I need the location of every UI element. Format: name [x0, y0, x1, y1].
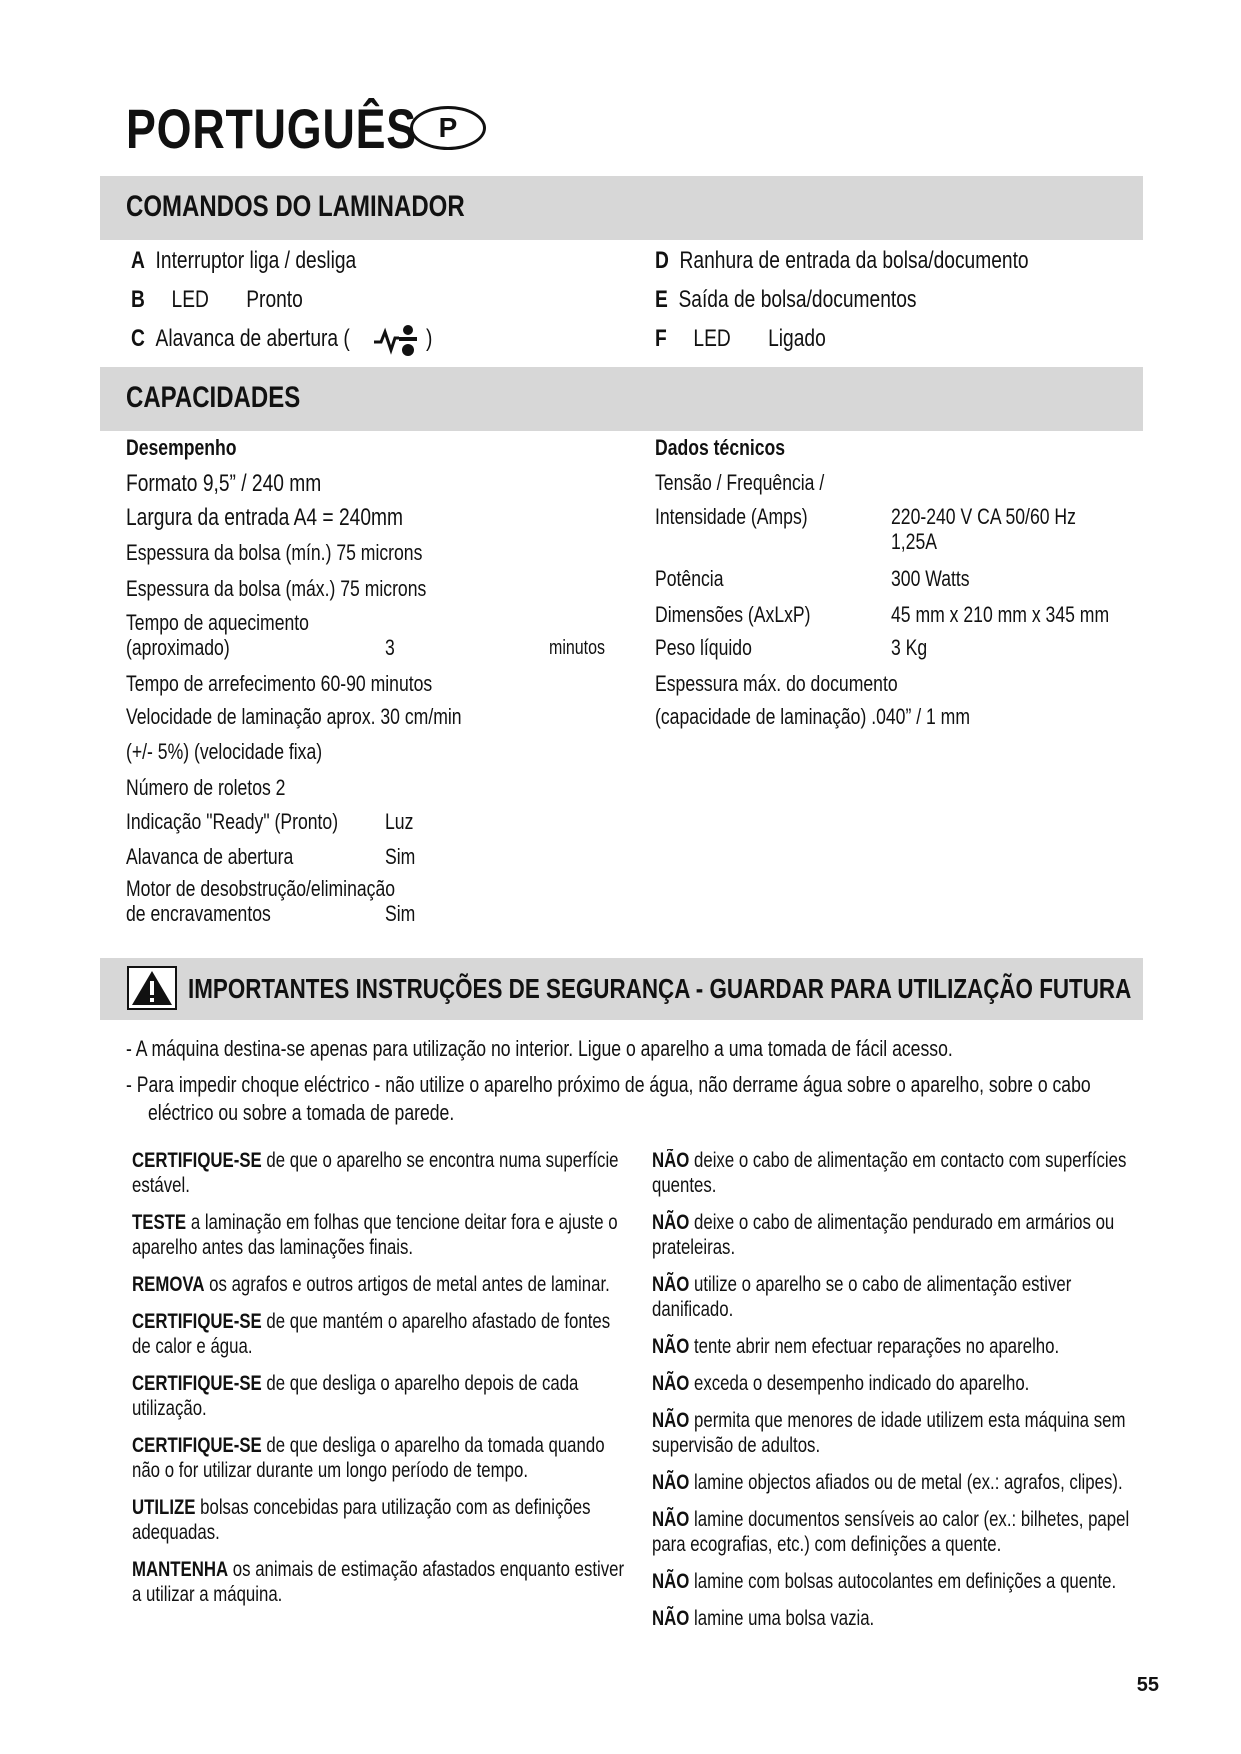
tech-dimensions-value: 45 mm x 210 mm x 345 mm	[891, 602, 1110, 627]
safety-dont-item: NÃO lamine uma bolsa vazia.	[652, 1607, 875, 1630]
spec-rollers: Número de roletos 2	[126, 775, 286, 800]
spec-speed: Velocidade de laminação aprox. 30 cm/min	[126, 704, 462, 729]
spec-cooldown: Tempo de arrefecimento 60-90 minutos	[126, 671, 433, 696]
spec-speed-note: (+/- 5%) (velocidade fixa)	[126, 739, 323, 764]
safety-dont-item: NÃO tente abrir nem efectuar reparações no aparelho.	[652, 1335, 1060, 1358]
control-d: D Ranhura de entrada da bolsa/documento	[655, 247, 1029, 274]
spec-ready-value: Luz	[385, 809, 414, 834]
tech-voltage-label: Tensão / Frequência /	[655, 470, 825, 495]
safety-dont-item: NÃO utilize o aparelho se o cabo de alimentação estiver danificado.	[652, 1273, 1072, 1321]
technical-label: Dados técnicos	[655, 435, 786, 460]
performance-label: Desempenho	[126, 435, 237, 460]
spec-jam-label: Motor de desobstrução/eliminação	[126, 876, 396, 901]
safety-dont-item: NÃO lamine objectos afiados ou de metal (ex.: agrafos, clipes).	[652, 1471, 1123, 1494]
tech-voltage-value: 220-240 V CA 50/60 Hz	[891, 504, 1076, 529]
spec-pouch-min: Espessura da bolsa (mín.) 75 microns	[126, 540, 423, 565]
control-b: B LED Pronto	[131, 286, 303, 313]
safety-do-item: UTILIZE bolsas concebidas para utilização com as definições adequadas.	[132, 1496, 591, 1544]
safety-do-item: CERTIFIQUE-SE de que desliga o aparelho da tomada quando não o for utilizar durante um longo período de tempo.	[132, 1434, 605, 1482]
spec-warmup-label: Tempo de aquecimento	[126, 610, 309, 635]
warning-icon	[127, 966, 177, 1010]
controls-header-band	[100, 176, 1143, 240]
page-title: PORTUGUÊS	[126, 97, 417, 160]
safety-bullet-1: - A máquina destina-se apenas para utilização no interior. Ligue o aparelho a uma tomada de fácil acesso.	[126, 1036, 953, 1061]
spec-warmup-value: 3	[385, 635, 395, 660]
safety-do-item: CERTIFIQUE-SE de que desliga o aparelho depois de cada utilização.	[132, 1372, 579, 1420]
controls-heading: COMANDOS DO LAMINADOR	[126, 190, 465, 223]
spec-warmup-unit: minutos	[549, 637, 606, 659]
safety-dont-item: NÃO deixe o cabo de alimentação em contacto com superfícies quentes.	[652, 1149, 1127, 1197]
safety-dont-list	[652, 1148, 1152, 1643]
safety-do-item: CERTIFIQUE-SE de que mantém o aparelho afastado de fontes de calor e água.	[132, 1310, 611, 1358]
control-c-close: )	[426, 325, 433, 352]
tech-power-value: 300 Watts	[891, 566, 970, 591]
safety-do-item: MANTENHA os animais de estimação afastados enquanto estiver a utilizar a máquina.	[132, 1558, 625, 1606]
control-e: E Saída de bolsa/documentos	[655, 286, 917, 313]
safety-bullet-2-cont: eléctrico ou sobre a tomada de parede.	[148, 1100, 455, 1125]
safety-dont-item: NÃO deixe o cabo de alimentação pendurado em armários ou prateleiras.	[652, 1211, 1115, 1259]
spec-entry-width: Largura da entrada A4 = 240mm	[126, 504, 403, 531]
spec-release-value: Sim	[385, 844, 416, 869]
capacities-header-band	[100, 367, 1143, 431]
tech-voltage-label-2: Intensidade (Amps)	[655, 504, 808, 529]
safety-dont-item: NÃO permita que menores de idade utilizem esta máquina sem supervisão de adultos.	[652, 1409, 1126, 1457]
safety-do-item: CERTIFIQUE-SE de que o aparelho se encontra numa superfície estável.	[132, 1149, 619, 1197]
spec-format: Formato 9,5” / 240 mm	[126, 470, 322, 497]
control-f: F LED Ligado	[655, 325, 826, 352]
safety-do-item: REMOVA os agrafos e outros artigos de metal antes de laminar.	[132, 1273, 610, 1296]
tech-doc-thickness-value: (capacidade de laminação) .040” / 1 mm	[655, 704, 971, 729]
safety-dont-item: NÃO lamine documentos sensíveis ao calor (ex.: bilhetes, papel para ecografias, etc.) com definições a quente.	[652, 1508, 1130, 1556]
page-number: 55	[1136, 1674, 1159, 1696]
spec-ready-label: Indicação "Ready" (Pronto)	[126, 809, 339, 834]
tech-amps-value: 1,25A	[891, 529, 937, 554]
safety-dont-item: NÃO lamine com bolsas autocolantes em definições a quente.	[652, 1570, 1117, 1593]
tech-weight-label: Peso líquido	[655, 635, 752, 660]
tech-power-label: Potência	[655, 566, 724, 591]
safety-header-band	[100, 958, 1143, 1020]
safety-dont-item: NÃO exceda o desempenho indicado do aparelho.	[652, 1372, 1030, 1395]
spec-jam-label-2: de encravamentos	[126, 901, 271, 926]
safety-bullet-2: - Para impedir choque eléctrico - não utilize o aparelho próximo de água, não derrame água sobre o aparelho, sobre o cabo	[126, 1072, 1091, 1097]
language-badge: P	[410, 106, 486, 150]
tech-doc-thickness-label: Espessura máx. do documento	[655, 671, 898, 696]
control-a: A Interruptor liga / desliga	[131, 247, 357, 274]
release-lever-icon	[372, 322, 418, 358]
spec-pouch-max: Espessura da bolsa (máx.) 75 microns	[126, 576, 427, 601]
spec-jam-value: Sim	[385, 901, 416, 926]
safety-do-item: TESTE a laminação em folhas que tencione deitar fora e ajuste o aparelho antes das laminações finais.	[132, 1211, 618, 1259]
control-c: C Alavanca de abertura (	[131, 325, 350, 352]
safety-heading: IMPORTANTES INSTRUÇÕES DE SEGURANÇA - GUARDAR PARA UTILIZAÇÃO FUTURA	[188, 973, 1132, 1004]
capacities-heading: CAPACIDADES	[126, 381, 301, 414]
tech-weight-value: 3 Kg	[891, 635, 928, 660]
spec-release-label: Alavanca de abertura	[126, 844, 294, 869]
safety-do-list	[132, 1148, 632, 1619]
spec-warmup-label-2: (aproximado)	[126, 635, 230, 660]
tech-dimensions-label: Dimensões (AxLxP)	[655, 602, 811, 627]
